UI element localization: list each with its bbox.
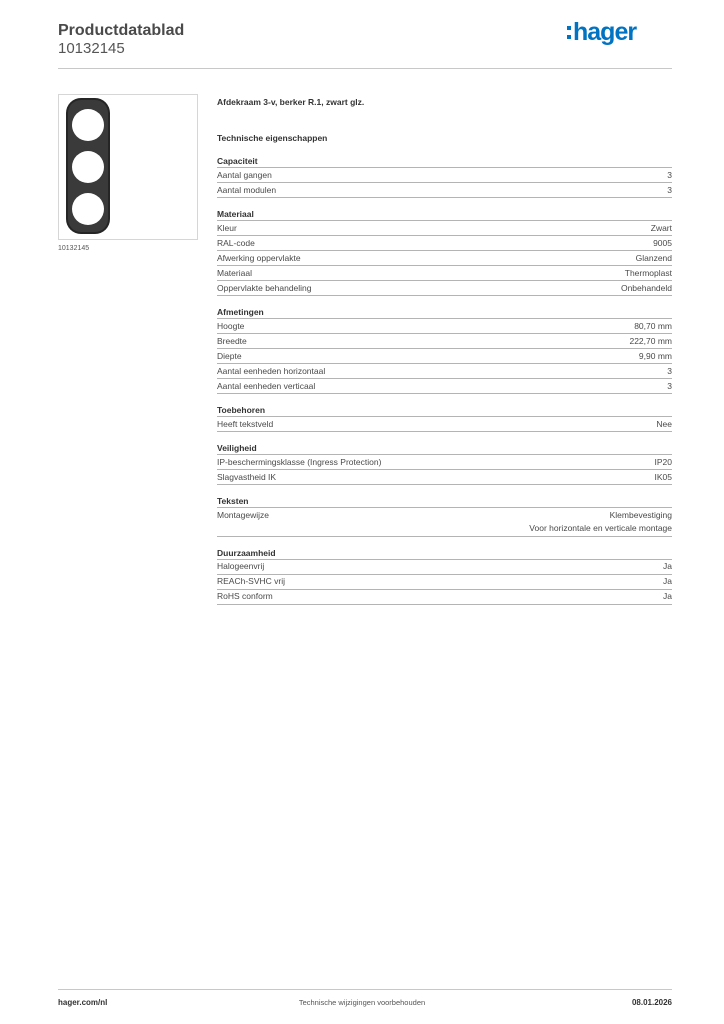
spec-sections	[217, 155, 672, 605]
spec-value-line: Ja	[663, 591, 672, 601]
spec-label: Aantal modulen	[217, 184, 277, 195]
spec-row	[217, 379, 672, 394]
spec-value-line: Glanzend	[635, 252, 672, 263]
section-title: Afmetingen	[217, 306, 672, 319]
spec-value-line: Ja	[663, 561, 672, 571]
logo-dot-top	[567, 26, 571, 30]
spec-label: Kleur	[217, 222, 237, 233]
spec-row	[217, 221, 672, 236]
spec-value	[667, 365, 672, 379]
spec-section	[217, 155, 672, 198]
spec-row	[217, 281, 672, 296]
spec-row	[217, 349, 672, 364]
section-title: Materiaal	[217, 208, 672, 221]
spec-row	[217, 575, 672, 590]
spec-value	[667, 184, 672, 198]
spec-value-line: Thermoplast	[624, 267, 672, 278]
spec-label: Diepte	[217, 350, 242, 361]
spec-value	[651, 222, 672, 236]
section-title: Capaciteit	[217, 155, 672, 168]
spec-row	[217, 560, 672, 575]
spec-value	[629, 335, 672, 349]
spec-value-line: IP20	[654, 456, 672, 467]
image-caption: 10132145	[58, 245, 90, 252]
section-title: Toebehoren	[217, 404, 672, 417]
spec-value-line: 3	[667, 365, 672, 376]
spec-value-line: Voor horizontale en verticale montage	[529, 523, 672, 533]
spec-value-line: 3	[667, 380, 672, 391]
spec-label: Slagvastheid IK	[217, 471, 277, 482]
spec-value	[636, 252, 672, 266]
spec-section	[217, 547, 672, 605]
spec-row	[217, 334, 672, 349]
spec-label: RAL-code	[217, 237, 255, 248]
spec-section	[217, 442, 672, 485]
spec-value	[529, 509, 672, 536]
spec-value-line: 222,70 mm	[629, 335, 672, 346]
spec-label: Aantal eenheden verticaal	[217, 380, 316, 391]
spec-value	[663, 575, 672, 589]
spec-row	[217, 319, 672, 334]
spec-section	[217, 208, 672, 296]
spec-value	[655, 471, 673, 485]
spec-value-line: 3	[667, 184, 672, 195]
frame-opening-3	[72, 193, 104, 225]
footer-website: hager.com/nl	[58, 998, 108, 1007]
product-number: 10132145	[58, 40, 125, 57]
spec-row	[217, 417, 672, 432]
spec-label: Halogeenvrij	[217, 561, 265, 571]
spec-section	[217, 495, 672, 537]
spec-value	[634, 320, 672, 334]
spec-label: Oppervlakte behandeling	[217, 282, 312, 293]
spec-label: Hoogte	[217, 320, 245, 331]
spec-value-line: Klembevestiging	[609, 509, 672, 520]
spec-value-line: 9005	[653, 237, 672, 248]
spec-label: Aantal eenheden horizontaal	[217, 365, 326, 376]
document-title: Productdatablad	[58, 22, 185, 39]
spec-row	[217, 236, 672, 251]
spec-value	[625, 267, 672, 281]
logo-text: hager	[573, 18, 637, 46]
spec-label: Heeft tekstveld	[217, 418, 274, 429]
spec-value	[663, 560, 672, 574]
spec-value	[667, 169, 672, 183]
spec-value	[639, 350, 672, 364]
spec-row	[217, 455, 672, 470]
spec-section	[217, 306, 672, 394]
tech-properties-heading: Technische eigenschappen	[217, 133, 328, 143]
logo-dot-bottom	[567, 35, 571, 39]
spec-row	[217, 168, 672, 183]
spec-value	[655, 456, 673, 470]
spec-value-line: 80,70 mm	[634, 320, 672, 331]
spec-label: Aantal gangen	[217, 169, 272, 180]
spec-value	[621, 282, 672, 296]
spec-value-line: 3	[667, 169, 672, 180]
spec-value	[653, 237, 672, 251]
spec-value-line: IK05	[654, 471, 672, 482]
spec-value-line: Zwart	[650, 222, 672, 233]
spec-label: Afwerking oppervlakte	[217, 252, 301, 263]
frame-opening-1	[72, 109, 104, 141]
spec-label: RoHS conform	[217, 591, 273, 601]
section-title: Duurzaamheid	[217, 547, 672, 560]
spec-label: Montagewijze	[217, 509, 269, 520]
spec-label: Breedte	[217, 335, 247, 346]
footer-date: 08.01.2026	[631, 998, 672, 1007]
frame-illustration	[59, 95, 199, 241]
spec-value	[656, 418, 672, 432]
product-title: Afdekraam 3-v, berker R.1, zwart glz.	[217, 97, 365, 107]
footer-divider	[58, 989, 672, 990]
footer-disclaimer: Technische wijzigingen voorbehouden	[298, 998, 426, 1007]
spec-row	[217, 364, 672, 379]
spec-label: REACh-SVHC vrij	[217, 576, 286, 586]
spec-value-line: Onbehandeld	[620, 282, 672, 293]
spec-label: Materiaal	[217, 267, 252, 278]
spec-row	[217, 508, 672, 537]
product-image	[58, 94, 198, 240]
spec-row	[217, 266, 672, 281]
header-divider	[58, 68, 672, 69]
spec-row	[217, 590, 672, 605]
spec-section	[217, 404, 672, 432]
spec-value-line: Nee	[656, 418, 672, 429]
spec-row	[217, 183, 672, 198]
spec-content	[217, 96, 672, 605]
spec-row	[217, 251, 672, 266]
spec-row	[217, 470, 672, 485]
spec-value-line: 9,90 mm	[638, 350, 672, 361]
spec-value	[667, 380, 672, 394]
section-title: Veiligheid	[217, 442, 672, 455]
spec-value	[663, 590, 672, 604]
spec-label: IP-beschermingsklasse (Ingress Protection)	[217, 456, 382, 467]
section-title: Teksten	[217, 495, 672, 508]
hager-logo	[566, 16, 662, 48]
frame-opening-2	[72, 151, 104, 183]
spec-value-line: Ja	[663, 576, 672, 586]
